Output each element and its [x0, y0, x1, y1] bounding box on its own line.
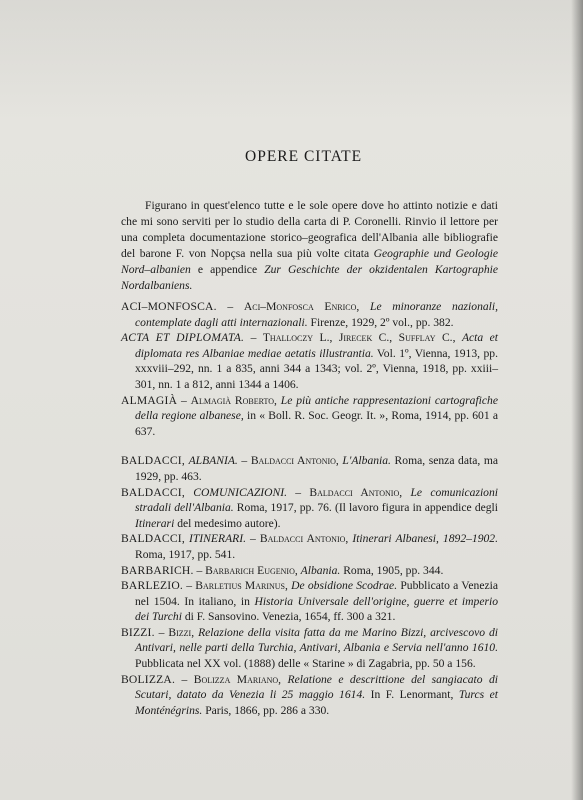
page-title: OPERE CITATE: [245, 148, 363, 165]
reference-details: di F. Sansovino. Venezia, 1654, ff. 300 a 321.: [181, 610, 396, 624]
reference-author: Bizzi,: [168, 625, 195, 639]
reference-entry: BALDACCI, ALBANIA. – Baldacci Antonio, L'Albania. Roma, senza data, ma 1929, pp. 463.: [121, 454, 499, 483]
reference-key-subtitle: ALBANIA.: [188, 454, 238, 468]
intro-work-title: Zur Geschichte der okzidentalen Kartographie Nordalbaniens.: [121, 263, 498, 292]
reference-key: BARLEZIO.: [121, 579, 184, 593]
reference-key: BALDACCI,: [121, 532, 185, 546]
reference-work: De obsidione Scodrae.: [291, 579, 398, 593]
reference-entry: ALMAGIÀ – Almagià Roberto, Le più antiche rappresentazioni cartografiche della regione albanese, in « Boll. R. Soc. Geogr. It. », Roma, 1914, pp. 601 a 637.: [121, 393, 498, 438]
page-edge-shadow: [571, 0, 583, 800]
reference-entry: ACI–MONFOSCA. – Aci–Monfosca Enrico, Le minoranze nazionali, contemplate dagli atti internazionali. Firenze, 1929, 2º vol., pp. 382.: [121, 300, 499, 329]
show-through-shadow: [0, 0, 583, 120]
reference-details: Roma, 1917, pp. 541.: [135, 547, 236, 561]
intro-text: e appendice: [190, 263, 265, 276]
reference-details: Roma, 1905, pp. 344.: [340, 563, 444, 577]
reference-author: Baldacci Antonio,: [250, 454, 339, 468]
intro-paragraph: [121, 198, 498, 294]
reference-work: Historia Universale dell'origine, guerre et imperio dei Turchi: [135, 594, 498, 624]
reference-work: Relatione e descrittione del sangiacato di Scutari, datato da Venezia li 25 maggio 1614.: [135, 672, 498, 702]
reference-details: Roma, senza data, ma 1929, pp. 463.: [135, 454, 499, 483]
reference-details: In F. Lenormant,: [365, 688, 459, 702]
reference-details: Firenze, 1929, 2º vol., pp. 382.: [307, 315, 454, 329]
section-gap: [121, 439, 498, 453]
reference-details: Pubblicata nel XX vol. (1888) delle « Starine » di Zagabria, pp. 50 a 156.: [135, 657, 476, 671]
reference-details: Paris, 1866, pp. 286 a 330.: [202, 703, 330, 717]
reference-entry: BOLIZZA. – Bolizza Mariano, Relatione e descrittione del sangiacato di Scutari, datato da Venezia li 25 maggio 1614. In F. Lenormant, Turcs et Monténégrins. Paris, 1866, pp. 286 a 330.: [121, 672, 498, 717]
reference-entry: ACTA ET DIPLOMATA. – Thalloczy L., Jirecek C., Sufflay C., Acta et diplomata res Albaniae mediae aetatis illustrantia. Vol. 1º, Vienna, 1913, pp. xxxviii–292, nn. 1 a 835, anni 344 a 1343; vol. 2º, Vienna, 1918, pp. xxiii–301, nn. 1 a 812, anni 1344 a 1406.: [121, 331, 499, 391]
reference-author: Almagià Roberto,: [190, 393, 277, 407]
intro-work-title: Geographie und Geologie Nord–albanien: [121, 247, 498, 276]
reference-key: BALDACCI,: [121, 454, 185, 468]
reference-entry: BARBARICH. – Barbarich Eugenio, Albania. Roma, 1905, pp. 344.: [121, 563, 444, 577]
reference-entry: BALDACCI, ITINERARI. – Baldacci Antonio, Itinerari Albanesi, 1892–1902. Roma, 1917, pp. 541.: [121, 532, 499, 561]
reference-work: Itinerari: [135, 516, 175, 530]
reference-details: Roma, 1917, pp. 76. (Il lavoro figura in appendice degli: [233, 501, 498, 515]
reference-author: Baldacci Antonio,: [309, 485, 403, 499]
reference-entry: BIZZI. – Bizzi, Relazione della visita fatta da me Marino Bizzi, arcivescovo di Antivari, nelle parti della Turchia, Antivari, Albania e Servia nell'anno 1610. Pubblicata nel XX vol. (1888) delle « Starine » di Zagabria, pp. 50 a 156.: [121, 625, 499, 671]
reference-details: Vol. 1º, Vienna, 1913, pp. xxxviii–292, nn. 1 a 835, anni 344 a 1343; vol. 2º, Vienna, 1918, pp. xxiii–301, nn. 1 a 812, anni 1344 a 1406.: [135, 346, 498, 391]
reference-details: Pubblicato a Venezia nel 1504. In italiano, in: [135, 579, 498, 608]
reference-work: Turcs et Monténégrins.: [135, 688, 498, 717]
reference-work: Le minoranze nazionali, contemplate dagli atti internazionali.: [135, 300, 499, 329]
reference-key-subtitle: ITINERARI.: [189, 532, 246, 546]
reference-author: Barletius Marinus,: [195, 579, 288, 593]
reference-key: ACI–MONFOSCA.: [121, 300, 217, 313]
reference-entry: BALDACCI, COMUNICAZIONI. – Baldacci Antonio, Le comunicazioni stradali dell'Albania. Roma, 1917, pp. 76. (Il lavoro figura in appendice degli Itinerari del medesimo autore).: [121, 485, 498, 530]
reference-key: BOLIZZA.: [121, 672, 176, 686]
reference-details: del medesimo autore).: [174, 516, 281, 530]
reference-details: in « Boll. R. Soc. Geogr. It. », Roma, 1914, pp. 601 a 637.: [135, 409, 498, 438]
reference-work: L'Albania.: [342, 454, 391, 468]
reference-key-subtitle: COMUNICAZIONI.: [193, 485, 287, 499]
reference-work: Itinerari Albanesi, 1892–1902.: [352, 532, 499, 546]
reference-key: BIZZI.: [121, 625, 155, 639]
reference-work: Albania.: [300, 563, 341, 577]
reference-author: Baldacci Antonio,: [259, 532, 349, 546]
reference-key: BARBARICH.: [121, 563, 194, 577]
reference-entry: BARLEZIO. – Barletius Marinus, De obsidione Scodrae. Pubblicato a Venezia nel 1504. In italiano, in Historia Universale dell'origine, guerre et imperio dei Turchi di F. Sansovino. Venezia, 1654, ff. 300 a 321.: [121, 579, 498, 624]
reference-key: BALDACCI,: [121, 485, 185, 499]
reference-key: ACTA ET DIPLOMATA.: [121, 331, 245, 345]
reference-author: Thalloczy L., Jirecek C., Sufflay C.,: [262, 331, 456, 345]
references-list: [121, 299, 498, 718]
intro-text: Figurano in quest'elenco tutte e le sole opere dove ho attinto notizie e dati che mi sono serviti per lo studio della carta di P. Coronelli. Rinvio il lettore per una completa documentazione storico–geografica dell'Albania alle bibliografie del barone F. von Nopçsa nella sua più volte citata: [121, 199, 498, 260]
reference-work: Acta et diplomata res Albaniae mediae aetatis illustrantia.: [135, 331, 499, 360]
reference-author: Bolizza Mariano,: [193, 672, 282, 686]
reference-work: Relazione della visita fatta da me Marino Bizzi, arcivescovo di Antivari, nelle parti della Turchia, Antivari, Albania e Servia nell'anno 1610.: [135, 625, 499, 655]
reference-key: ALMAGIÀ: [121, 393, 178, 407]
reference-author: Barbarich Eugenio,: [205, 563, 298, 577]
reference-work: Le comunicazioni stradali dell'Albania.: [135, 485, 498, 515]
reference-work: Le più antiche rappresentazioni cartografiche della regione albanese,: [135, 393, 498, 423]
reference-author: Aci–Monfosca Enrico,: [243, 300, 360, 313]
